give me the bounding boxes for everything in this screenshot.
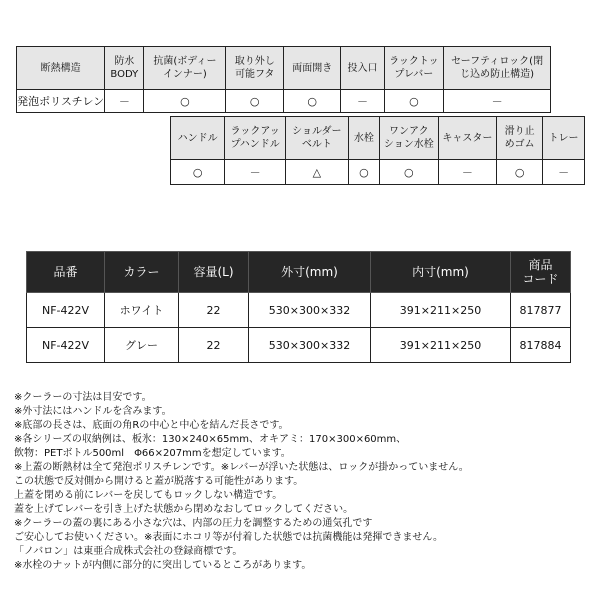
note-line: 「ノバロン」は東亜合成株式会社の登録商標です。 [14, 546, 243, 557]
spec2-header-handle: ハンドル [171, 117, 225, 160]
spec1-value-removable-lid: ○ [226, 90, 284, 113]
spec2-header-rack-up-handle: ラックアッ プハンドル [225, 117, 286, 160]
spec1-value-insulation: 発泡ポリスチレン [17, 90, 105, 113]
product-inner-dimensions: 391×211×250 [371, 293, 511, 328]
spec1-value-double-open: ○ [283, 90, 341, 113]
spec2-value-rack-up-handle: － [225, 160, 286, 185]
spec1-header-waterproof: 防水 BODY [105, 47, 144, 90]
product-header-model: 品番 [27, 252, 105, 293]
note-line: 上蓋を閉める前にレバーを戻してもロックしない構造です。 [14, 490, 283, 501]
notes-section [14, 391, 594, 573]
spec2-header-one-action-faucet: ワンアク ション水栓 [380, 117, 439, 160]
note-line: 飲物：PETボトル500ml Φ66×207mmを想定しています。 [14, 448, 291, 459]
spec2-value-one-action-faucet: ○ [380, 160, 439, 185]
spec1-value-antibacterial: ○ [144, 90, 226, 113]
note-line: ※外寸法にはハンドルを含みます。 [14, 406, 172, 417]
spec2-header-caster: キャスター [438, 117, 497, 160]
spec-table-insulation [16, 46, 551, 113]
spec2-header-shoulder-belt: ショルダー ベルト [285, 117, 348, 160]
note-line: ※各シリーズの収納例は、板氷：130×240×65mm、オキアミ：170×300×60mm、 [14, 434, 407, 445]
spec1-header-insulation: 断熱構造 [17, 47, 105, 90]
spec1-value-rack-top-lever: ○ [384, 90, 444, 113]
note-line: ※クーラーの寸法は目安です。 [14, 392, 152, 403]
spec1-value-inlet: － [341, 90, 384, 113]
spec2-value-non-slip-rubber: ○ [497, 160, 543, 185]
product-header-capacity: 容量(L) [179, 252, 249, 293]
product-header-outer-dimensions: 外寸(mm) [249, 252, 371, 293]
spec2-value-caster: － [438, 160, 497, 185]
note-line: この状態で反対側から開けると蓋が脱落する可能性があります。 [14, 476, 304, 487]
table-row [27, 328, 571, 363]
note-line: ※水栓のナットが内側に部分的に突出しているところがあります。 [14, 560, 312, 571]
product-header-product-code: 商品 コード [511, 252, 571, 293]
product-model: NF-422V [27, 293, 105, 328]
note-line: 蓋を上げてレバーを引き上げた状態から閉めなおしてロックしてください。 [14, 504, 354, 515]
product-model: NF-422V [27, 328, 105, 363]
note-line: ご安心してお使いください。※表面にホコリ等が付着した状態では抗菌機能は発揮できません。 [14, 532, 443, 543]
product-capacity: 22 [179, 328, 249, 363]
spec2-header-non-slip-rubber: 滑り止 めゴム [497, 117, 543, 160]
table-row [27, 293, 571, 328]
product-color: グレー [105, 328, 179, 363]
spec1-header-safety-lock: セーフティロック(閉 じ込め防止構造) [444, 47, 551, 90]
product-outer-dimensions: 530×300×332 [249, 328, 371, 363]
spec1-value-waterproof: － [105, 90, 144, 113]
spec1-header-double-open: 両面開き [283, 47, 341, 90]
note-line: ※上蓋の断熱材は全て発泡ポリスチレンです。※レバーが浮いた状態は、ロックが掛かっていません。 [14, 462, 469, 473]
product-code: 817884 [511, 328, 571, 363]
product-table [26, 251, 571, 363]
spec2-value-handle: ○ [171, 160, 225, 185]
spec1-value-safety-lock: － [444, 90, 551, 113]
spec-table-accessories [170, 116, 585, 185]
product-outer-dimensions: 530×300×332 [249, 293, 371, 328]
spec2-header-tray: トレー [543, 117, 585, 160]
spec2-value-faucet: ○ [348, 160, 379, 185]
spec2-value-tray: － [543, 160, 585, 185]
product-color: ホワイト [105, 293, 179, 328]
product-header-inner-dimensions: 内寸(mm) [371, 252, 511, 293]
spec1-header-removable-lid: 取り外し 可能フタ [226, 47, 284, 90]
spec1-header-inlet: 投入口 [341, 47, 384, 90]
spec2-value-shoulder-belt: △ [285, 160, 348, 185]
spec2-header-faucet: 水栓 [348, 117, 379, 160]
product-inner-dimensions: 391×211×250 [371, 328, 511, 363]
product-code: 817877 [511, 293, 571, 328]
product-header-color: カラー [105, 252, 179, 293]
note-line: ※クーラーの蓋の裏にある小さな穴は、内部の圧力を調整するための通気孔です [14, 518, 373, 529]
spec1-header-rack-top-lever: ラックトッ プレバー [384, 47, 444, 90]
note-line: ※底部の長さは、底面の角Rの中心と中心を結んだ長さです。 [14, 420, 289, 431]
spec1-header-antibacterial: 抗菌(ボディー インナー) [144, 47, 226, 90]
product-capacity: 22 [179, 293, 249, 328]
